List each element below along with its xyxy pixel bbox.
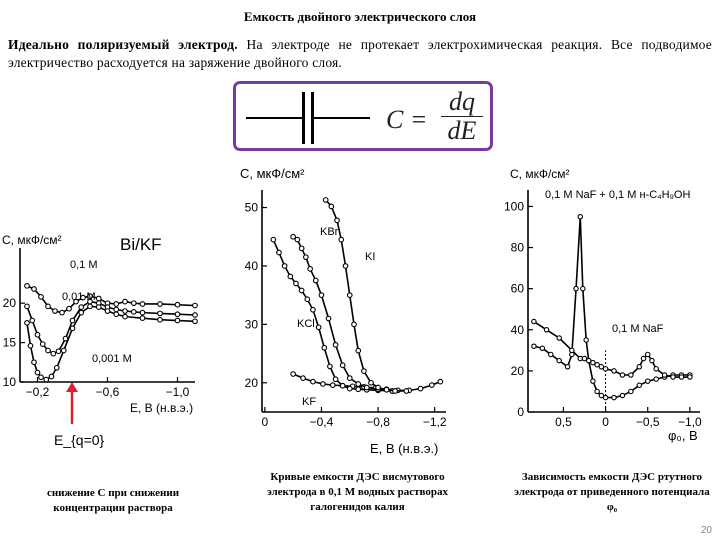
chart2-series-1-point-10 (603, 367, 607, 371)
chart2-series-0-point-9 (584, 338, 588, 342)
chart2-series-1-point-0 (532, 319, 536, 323)
chart1-ytick-label-1: 30 (244, 317, 258, 332)
chart2-series-1-point-22 (688, 375, 692, 379)
chart1-series-1-label: KCl (297, 318, 315, 330)
chart2-series-0-point-15 (612, 395, 616, 399)
chart2-ytick-label-2: 40 (510, 322, 524, 337)
caption-left: снижение С при снижении концентрации раствора (46, 487, 180, 514)
chart2-ytick-label-3: 60 (510, 281, 524, 296)
chart2-series-0-point-18 (637, 383, 641, 387)
chart2-series-1-point-16 (646, 352, 650, 356)
chart0-ytick-label-0: 10 (2, 375, 16, 389)
chart1-ylabel: C, мкФ/см² (240, 166, 305, 181)
caption-right: Зависимость емкости ДЭС ртутного электрода от приведенного потенциала φ₀ (514, 471, 710, 513)
chart2-series-1-point-13 (629, 373, 633, 377)
chart2-series-0-point-1 (540, 346, 544, 350)
chart1-ytick-label-0: 20 (244, 375, 258, 390)
chart2-series-0-point-20 (654, 377, 658, 381)
chart2-series-1-point-20 (671, 375, 675, 379)
chart2-series-0-point-12 (595, 389, 599, 393)
formula-numerator: dq (441, 88, 483, 117)
chart2-series-1-point-1 (544, 328, 548, 332)
chart0-xtick-label-0: −0,2 (25, 385, 50, 399)
chart0-series-1-label: 0,01 М (62, 291, 96, 303)
chart2-series-1-point-18 (654, 367, 658, 371)
chart1-xtick-label-0: 0 (261, 415, 269, 429)
page-number: 20 (700, 525, 712, 536)
chart2-series-0-point-7 (578, 215, 582, 219)
chart2-series-1-point-14 (637, 365, 641, 369)
chart2-ytick-label-4: 80 (510, 240, 524, 255)
chart1-ytick-label-2: 40 (244, 258, 258, 273)
chart2-xtick-label-1: 0 (602, 415, 609, 429)
chart2-series-0-point-16 (620, 393, 624, 397)
chart1-xtick-label-1: −0,4 (309, 415, 334, 429)
chart2-series-0-point-11 (591, 379, 595, 383)
chart2-series-1-point-19 (662, 373, 666, 377)
intro-text: На электроде не протекает электрохимическая реакция. Все подводимое электричество расходуется на заряжение двойного слоя. (8, 37, 712, 70)
chart2-series-0-point-19 (646, 379, 650, 383)
chart1-series-2-label: KBr (320, 226, 339, 238)
chart2-series-1-point-17 (650, 358, 654, 362)
chart0-series-2-label: 0,001 М (92, 353, 132, 365)
chart2-series-1-point-2 (557, 336, 561, 340)
chart2-series-0-point-8 (581, 286, 585, 290)
chart0-xlabel: E, В (н.в.э.) (130, 401, 194, 415)
chart2-series-0-point-6 (574, 286, 578, 290)
chart0-ytick-label-2: 20 (2, 296, 16, 311)
chart0-xtick-label-1: −0,6 (95, 385, 120, 399)
chart0-xtick-label-2: −1,0 (165, 385, 190, 399)
chart2-series-1-point-15 (641, 356, 645, 360)
chart2-series-0-point-17 (629, 389, 633, 393)
caption-middle: Кривые емкости ДЭС висмутового электрода в 0,1 М водных растворах галогенидов калия (266, 471, 449, 513)
chart2-xtick-label-0: 0,5 (555, 415, 572, 429)
slide-title: Емкость двойного электрического слоя (243, 9, 477, 24)
chart2-series-0-point-4 (565, 365, 569, 369)
intro-bold-term: Идеально поляризуемый электрод. (8, 37, 238, 52)
chart1-xlabel: E, В (н.в.э.) (370, 441, 439, 456)
chart2-series-1-label: 0,1 М NaF (612, 323, 664, 335)
chart2-xtick-label-3: −1,0 (678, 415, 702, 429)
chart2-series-0-point-0 (532, 344, 536, 348)
chart2-series-1-point-11 (612, 369, 616, 373)
formula-denominator: dE (447, 116, 477, 145)
chart2-ylabel: C, мкФ/см² (510, 167, 570, 181)
chart2-series-0-point-2 (549, 352, 553, 356)
chart0-series-0-label: 0,1 М (70, 259, 98, 271)
chart0-marker-label: E_{q=0} (54, 432, 105, 448)
chart2-xtick-label-2: −0,5 (635, 415, 660, 429)
chart1-xtick-label-2: −0,8 (366, 415, 390, 429)
chart2-series-0-label: 0,1 М NaF + 0,1 М н-C₄H₉OH (545, 189, 691, 201)
chart1-xtick-label-3: −1,2 (422, 415, 447, 429)
chart2-series-1-point-3 (570, 348, 574, 352)
chart0-title: Bi/KF (120, 235, 162, 254)
chart2-series-0-point-3 (557, 358, 561, 362)
chart2-ytick-label-1: 20 (510, 363, 524, 378)
chart2-series-1-point-12 (620, 373, 624, 377)
chart1-series-0-label: KF (302, 396, 317, 408)
chart1-ytick-label-3: 50 (244, 200, 258, 215)
chart2-series-1-point-21 (679, 375, 683, 379)
formula-lhs: C = (386, 105, 428, 134)
chart0-ytick-label-1: 15 (2, 335, 16, 350)
chart2-ytick-label-5: 100 (503, 199, 524, 214)
chart2-ytick-label-0: 0 (517, 405, 524, 419)
chart1-series-3-label: KI (365, 251, 376, 263)
chart2-series-0-point-14 (603, 395, 607, 399)
chart0-ylabel: C, мкФ/см² (2, 233, 62, 247)
chart2-xlabel: φ₀, В (668, 428, 698, 443)
